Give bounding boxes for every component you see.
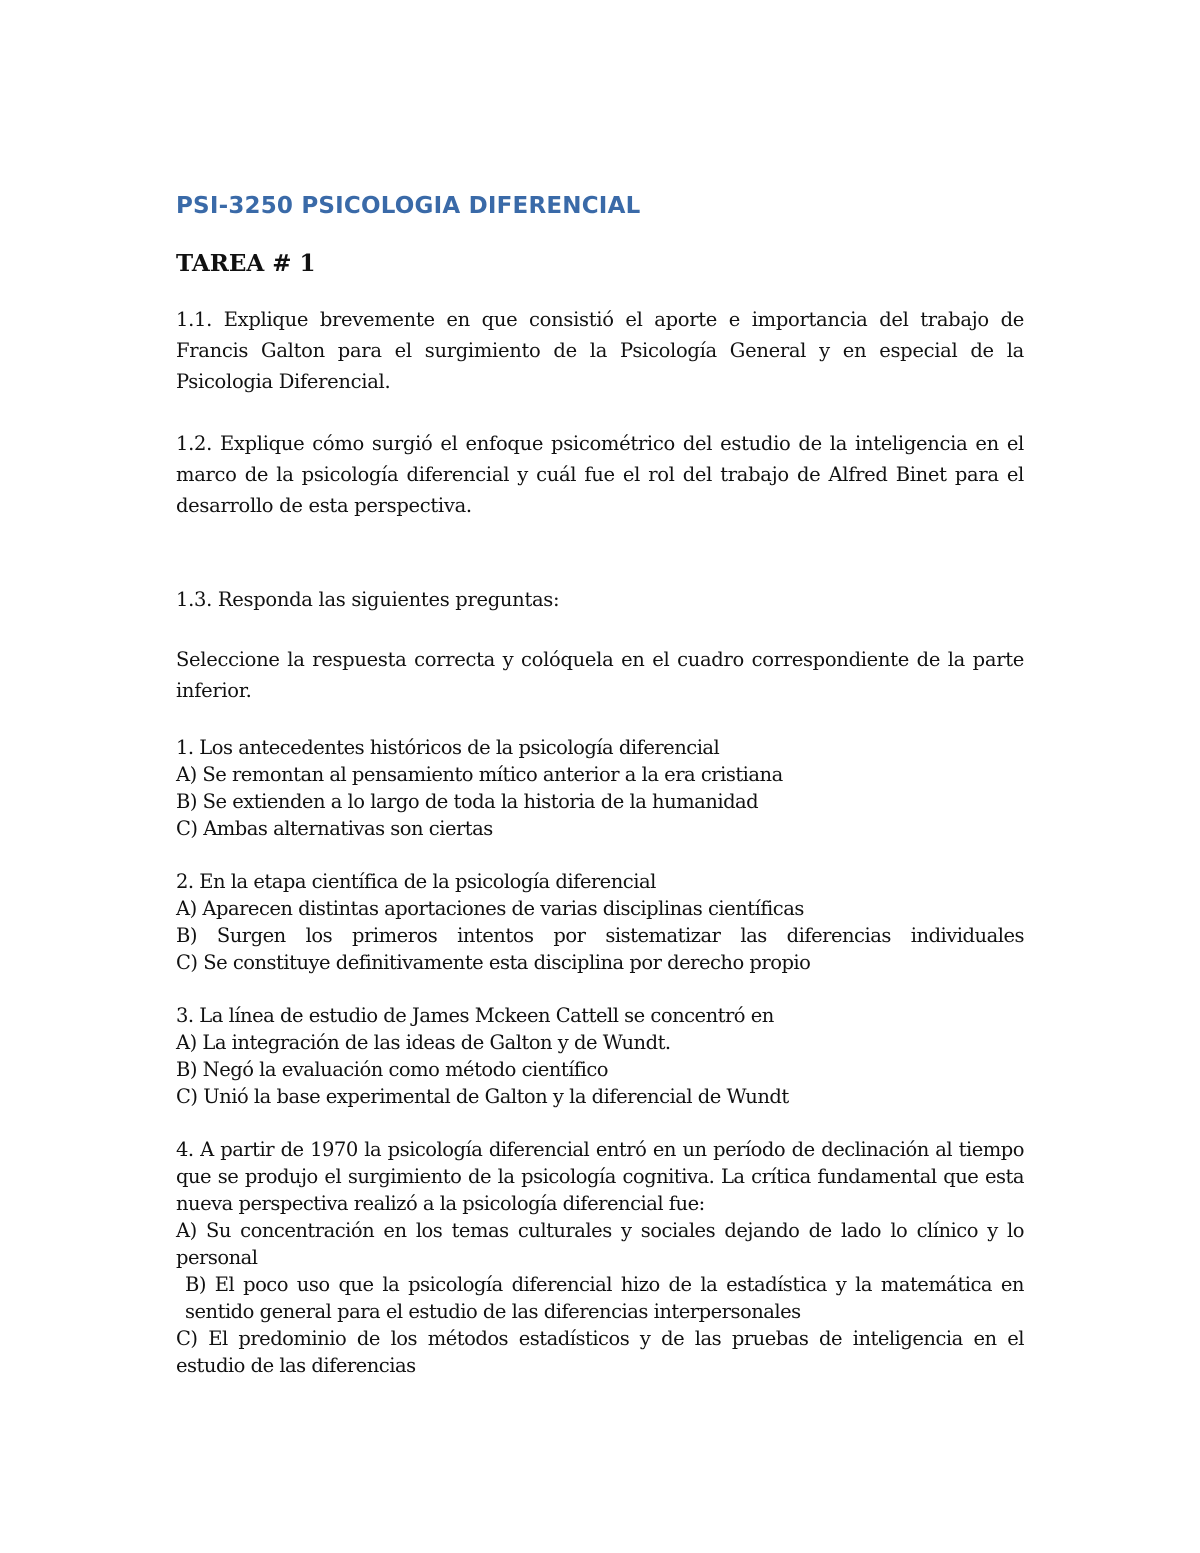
option-a: A) La integración de las ideas de Galton y de Wundt. [176,1031,671,1054]
section-1-1: 1.1. Explique brevemente en que consistió el aporte e importancia del trabajo de Francis Galton para el surgimiento de la Psicología General y en especial de la Psicologia Diferencial. [176,308,1024,393]
question-4 [176,1136,1024,1379]
option-b: B) Negó la evaluación como método científico [176,1058,609,1081]
question-2 [176,868,1024,976]
option-a: A) Se remontan al pensamiento mítico anterior a la era cristiana [176,763,783,786]
question-stem: 2. En la etapa científica de la psicología diferencial [176,870,656,893]
question-stem: 3. La línea de estudio de James Mckeen Cattell se concentró en [176,1004,774,1027]
task-title: TAREA # 1 [176,250,316,277]
option-c: C) Ambas alternativas son ciertas [176,817,493,840]
question-1 [176,734,1024,842]
document-content [176,190,1024,1379]
question-stem: 1. Los antecedentes históricos de la psicología diferencial [176,736,720,759]
option-b: B) Surgen los primeros intentos por sistematizar las diferencias individuales [176,924,1024,947]
option-b: B) El poco uso que la psicología diferencial hizo de la estadística y la matemática en sentido general para el estudio de las diferencias interpersonales [185,1273,1024,1323]
option-c: C) El predominio de los métodos estadísticos y de las pruebas de inteligencia en el estudio de las diferencias [176,1327,1024,1377]
option-a: A) Aparecen distintas aportaciones de varias disciplinas científicas [176,897,804,920]
section-1-2: 1.2. Explique cómo surgió el enfoque psicométrico del estudio de la inteligencia en el marco de la psicología diferencial y cuál fue el rol del trabajo de Alfred Binet para el desarrollo de esta perspectiva. [176,432,1024,517]
option-c: C) Se constituye definitivamente esta disciplina por derecho propio [176,951,811,974]
course-title: PSI-3250 PSICOLOGIA DIFERENCIAL [176,193,641,219]
question-3 [176,1002,1024,1110]
section-1-3: 1.3. Responda las siguientes preguntas: [176,588,560,611]
option-a: A) Su concentración en los temas culturales y sociales dejando de lado lo clínico y lo personal [176,1219,1024,1269]
option-c: C) Unió la base experimental de Galton y la diferencial de Wundt [176,1085,789,1108]
question-stem: 4. A partir de 1970 la psicología diferencial entró en un período de declinación al tiempo que se produjo el surgimiento de la psicología cognitiva. La crítica fundamental que esta nueva perspectiva realizó a la psicología diferencial fue: [176,1138,1024,1215]
instructions: Seleccione la respuesta correcta y colóquela en el cuadro correspondiente de la parte inferior. [176,648,1024,702]
option-b: B) Se extienden a lo largo de toda la historia de la humanidad [176,790,759,813]
